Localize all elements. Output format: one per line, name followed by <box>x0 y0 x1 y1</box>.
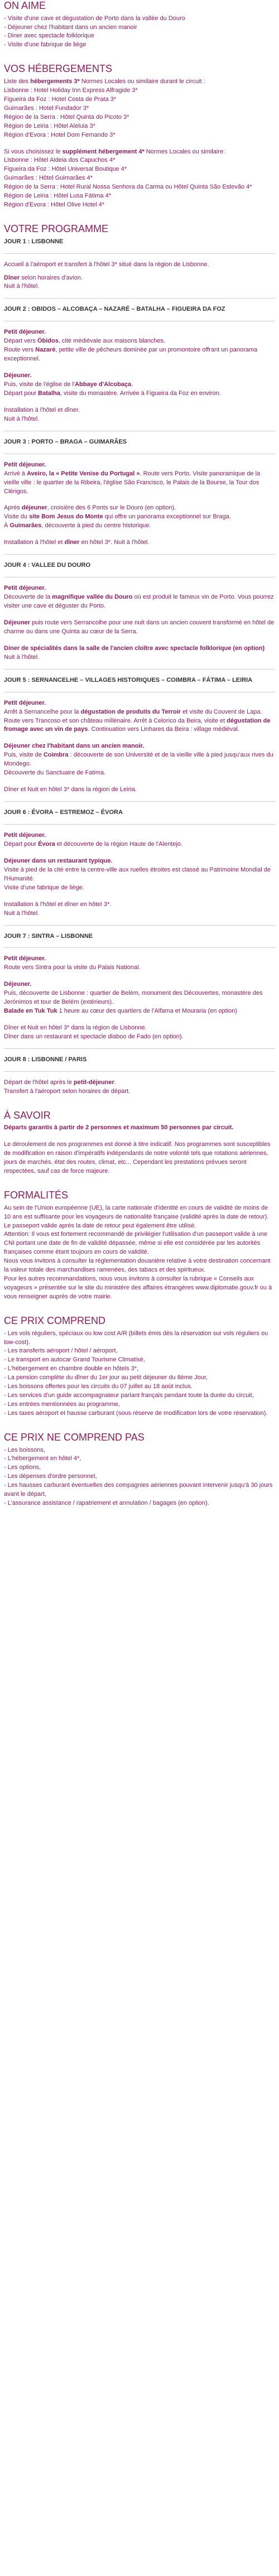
list-item: - La pension complète du dîner du 1er jour au petit déjeuner du 8ème Jour, <box>4 1374 208 1381</box>
day-4-evening <box>4 644 275 662</box>
ne-comprend-section <box>4 1432 275 1508</box>
text-bold: dégustation de fromage avec un vin de pays <box>4 717 271 733</box>
text: Normes Locales ou similaire durant le circuit : <box>79 78 205 85</box>
text: et découverte de la région Haute de l'Alentejo. <box>55 840 183 848</box>
day-4 <box>4 561 275 670</box>
list-item: Figueira da Foz : Hôtel Universal Boutique 4* <box>4 166 127 173</box>
day-4-title: JOUR 4 : VALLEE DU DOURO <box>4 562 91 569</box>
comprend-title: CE PRIX COMPREND <box>4 1315 106 1326</box>
text-bold: Déjeuner <box>4 619 31 626</box>
ne-comprend-title: CE PRIX NE COMPREND PAS <box>4 1431 145 1443</box>
day-3 <box>4 438 275 555</box>
day-3-morning <box>4 461 275 497</box>
divider <box>4 253 275 254</box>
text: Visite d'une fabrique de liège. <box>4 884 84 891</box>
text: Découverte du Sanctuaire de Fatima. <box>4 769 106 777</box>
day-8 <box>4 1056 275 1096</box>
text: selon horaires d'avion. <box>20 274 83 281</box>
text-bold: Guimarães <box>9 522 42 529</box>
text-bold: Petit déjeuner. <box>4 329 46 336</box>
list-item: Guimarães : Hôtel Guimarães 4* <box>4 175 93 182</box>
text: en hôtel 3*. Nuit à l'hôtel. <box>79 539 150 546</box>
text: Installation à l'hôtel et <box>4 539 65 546</box>
on-aime-title: ON AIME <box>4 0 46 11</box>
list-item: - L'hébergement en chambre double en hôtels 3*, <box>4 1365 139 1373</box>
list-item: - Les entrées mentionnées au programme, <box>4 1401 120 1408</box>
list-item: Lisbonne : Hotel Holiday Inn Express Alfragide 3* <box>4 86 138 94</box>
text-bold: Nazaré <box>35 346 56 354</box>
list-item: Guimarães : Hotel Fundador 3* <box>4 104 89 112</box>
day-6-lunch <box>4 857 275 893</box>
text-bold: déjeuner <box>21 504 47 512</box>
divider <box>4 925 275 926</box>
text: Après <box>4 504 22 512</box>
day-3-title: JOUR 3 : PORTO – BRAGA – GUIMARÃES <box>4 438 127 445</box>
text-bold: Départs garantis à partir de 2 personnes et maximum 50 personnes par circuit. <box>4 1124 234 1131</box>
divider <box>4 554 275 555</box>
text: et visite du Couvent de Lapa. Route vers Trancoso et son château millénaire. Arrêt à Celorico da Beira, visite et <box>4 708 262 724</box>
list-item: Figueira da Foz : Hotel Costa de Prata 3* <box>4 95 117 103</box>
list-item: - Le transport en autocar Grand Tourisme Climatisé, <box>4 1356 145 1364</box>
divider <box>4 801 275 802</box>
text: Visite à pied de la cité entre la centre-ville aux ruelles étroites est classé au Patrimoine Mondial de l'Humanité. <box>4 866 271 882</box>
day-8-title: JOUR 8 : LISBONNE / PARIS <box>4 1056 87 1063</box>
day-6 <box>4 808 275 925</box>
day-2-evening <box>4 406 275 424</box>
list-item: Lisbonne : Hôtel Aldeia dos Capuchos 4* <box>4 157 116 164</box>
day-6-evening <box>4 901 275 918</box>
list-item: - Les taxes aéroport et hausse carburant (sous réserve de modification lors de votre réservation). <box>4 1410 268 1417</box>
text: Installation à l'hôtel et dîner en hôtel 3*. <box>4 901 112 908</box>
text: , visite du monastère. Arrivée à Figueira da Foz en environ. <box>60 389 221 397</box>
hebergements-intro <box>4 78 275 86</box>
text: Départ vers <box>4 338 37 345</box>
day-7-lunch <box>4 980 275 1016</box>
text: où est produit le fameux vin de Porto. Vous pourrez visiter une cave et déguster du Porto. <box>4 594 274 610</box>
list-item: Région d'Evora : Hotel Dom Fernando 3* <box>4 131 116 138</box>
savoir-title: À SAVOIR <box>4 1109 51 1121</box>
text: Nuit à l'hôtel. <box>4 653 40 661</box>
savoir-section <box>4 1110 275 1176</box>
text: Installation à l'hôtel et dîner. <box>4 406 80 413</box>
text-bold: Petit déjeuner. <box>4 461 46 468</box>
divider <box>4 1048 275 1049</box>
text: . Continuation vers Linhares da Beira : village médiéval. <box>88 726 239 733</box>
text: Découverte de la <box>4 594 52 601</box>
list-item: - Visite d'une fabrique de liège <box>4 41 86 49</box>
text-bold: supplément hébergement 4* <box>62 148 145 155</box>
text: Arrivé à <box>4 470 27 477</box>
programme-section <box>4 223 275 1096</box>
list-item: - Les options, <box>4 1464 41 1471</box>
day-7-morning <box>4 955 275 972</box>
text-bold: Batalha <box>38 389 60 397</box>
text-bold: Coimbra <box>43 752 69 759</box>
text: . <box>131 381 133 388</box>
text-bold: Óbidos <box>37 338 59 345</box>
text-bold: dîner <box>64 539 80 546</box>
text: qui offre un panorama exceptionnel sur Braga. <box>103 513 231 521</box>
text: 1 heure au cœur des quartiers de l'Alfama et Mouraria (en option) <box>57 1008 238 1015</box>
text-bold: Petit déjeuner. <box>4 585 46 592</box>
programme-title: VOTRE PROGRAMME <box>4 223 109 235</box>
text-bold: Petit déjeuner. <box>4 699 46 706</box>
day-3-evening <box>4 538 275 547</box>
hebergements-supp <box>4 148 275 157</box>
list-item: - L'assurance assistance / rapatriement et annulation / bagages (en option). <box>4 1500 209 1507</box>
text-bold: Déjeuner. <box>4 981 32 988</box>
text: Nuit à l'hôtel. <box>4 909 40 917</box>
text: Départ pour <box>4 840 39 848</box>
text-bold: Déjeuner chez l'habitant dans un ancien manoir. <box>4 743 145 750</box>
day-6-morning <box>4 831 275 849</box>
text-bold: Abbaye d'Alcobaça <box>75 381 132 388</box>
list-item: - Diner avec spectacle folklorique <box>4 32 95 40</box>
text: Attention: Il vous est fortement recommandé de privilégier l'utilisation d'un passeport valide à une CNI portant une date de fin de validité dépassée, même si elle est considérée par les autorités françaises comme étant toujours en cours de validité. <box>4 1231 267 1256</box>
day-5 <box>4 676 275 802</box>
divider <box>4 669 275 670</box>
list-item: - Les boissons offertes pour les circuits du 07 juillet au 18 août inclus. <box>4 1383 193 1390</box>
day-4-lunch <box>4 619 275 637</box>
text: Si vous choisissez le <box>4 148 62 155</box>
day-5-morning <box>4 699 275 735</box>
day-7-title: JOUR 7 : SINTRA – LISBONNE <box>4 932 93 940</box>
text: Pour les autres recommandations, nous vous invitons à consulter la rubrique « Conseils aux voyageurs » présentée sur le site du ministère des affaires étrangères www.diplomatie.gouv.fr ou à vous renseigner auprès de votre mairie. <box>4 1275 272 1301</box>
list-item: - Déjeuner chez l'habitant dans un ancien manoir <box>4 23 137 31</box>
day-1-dinner <box>4 274 275 292</box>
day-5-title: JOUR 5 : SERNANCELHE – VILLAGES HISTORIQUES – COIMBRA – FÁTIMA – LEIRIA <box>4 676 253 683</box>
text: . Route vers Porto. Visite panoramique de la vieille ville : le quartier de la Ribeira, l'église São Francisco, le Palais de la Bourse, la Tour dos Clérigos. <box>4 470 261 495</box>
comprend-section <box>4 1315 275 1418</box>
day-8-content <box>4 1078 275 1096</box>
text: Puis, découverte de Lisbonne : quartier de Belém, monument des Découvertes, monastère des Jerónimos et tour de Belém (extérieurs). <box>4 990 263 1006</box>
text: Accueil à l'aéroport et transfert à l'hôtel 3* situé dans la région de Lisbonne. <box>4 261 209 268</box>
text-bold: magnifique vallée du Douro <box>52 594 133 601</box>
day-2 <box>4 305 275 431</box>
text: Route vers Sintra pour la visite du Palais National. <box>4 964 141 971</box>
list-item: Région de Leiria : Hôtel Aleluia 3* <box>4 122 95 129</box>
text: , cité médiévale aux maisons blanches. <box>58 338 166 345</box>
text: Au sein de l'Union européenne (UE), la carte nationale d'identité en cours de validité de moins de 10 ans est suffisante pour les voyageurs de nationalité française (validité après la date de retour). Le passeport valide après la date de retour peut également être utilisé. <box>4 1204 269 1229</box>
hebergements-content <box>4 78 275 210</box>
text-bold: Déjeuner. <box>4 372 32 379</box>
text: Puis, visite de l'église de l' <box>4 381 75 388</box>
list-item: - L'hébergement en hôtel 4*, <box>4 1455 81 1462</box>
text: Route vers <box>4 346 36 354</box>
text: , découverte à pied du centre historique. <box>41 522 151 529</box>
text: . <box>114 1078 116 1086</box>
text: puis route vers Serrancolhe pour une nuit dans un ancien couvent transformé en hôtel de charme ou dans une Quinta au cœur de la Serra. <box>4 619 275 635</box>
text: Dîner et Nuit en hôtel 3* dans la région de Lisbonne. <box>4 1024 147 1032</box>
text: Puis, visite de <box>4 752 44 759</box>
day-2-morning <box>4 328 275 364</box>
text-bold: Balade en Tuk Tuk <box>4 1008 57 1015</box>
text: Nuit à l'hôtel. <box>4 415 40 422</box>
comprend-list <box>4 1330 275 1418</box>
list-item: Région de la Serra : Hotel Rural Nossa Senhora da Carma ou Hôtel Quinta São Estevão 4* <box>4 184 252 191</box>
hebergements-section <box>4 63 275 210</box>
text: Départ pour <box>4 389 39 397</box>
text: , petite ville de pêcheurs dominée par un promontoire offrant un panorama exceptionnel. <box>4 346 258 363</box>
day-2-title: JOUR 2 : OBIDOS – ALCOBAÇA – NAZARÉ – BATALHA – FIGUEIRA DA FOZ <box>4 306 225 313</box>
list-item: Région de la Serra : Hôtel Quinta do Picoto 3* <box>4 113 129 121</box>
formalites-title: FORMALITÉS <box>4 1190 69 1201</box>
day-6-title: JOUR 6 : ÉVORA – ESTREMOZ – ÉVORA <box>4 809 123 816</box>
on-aime-list <box>4 15 275 50</box>
divider <box>4 947 275 948</box>
text-bold: dégustation de produits du Terroir <box>80 708 181 715</box>
text: Normes Locales ou similaire: <box>144 148 225 155</box>
hebergements-title: VOS HÉBERGEMENTS <box>4 63 113 75</box>
text: Nous vous invitons à consulter la réglementation douanière relative à votre destination concernant la valeur totale des marchandises ramenées, des tabacs et des spiritueux. <box>4 1258 271 1274</box>
text: Visite du <box>4 513 30 521</box>
hebergements-list-4 <box>4 156 275 210</box>
divider <box>4 824 275 825</box>
savoir-text: Le déroulement de nos programmes est donné à titre indicatif. Nos programmes sont susceptibles de modification en raison d'impératifs indépendants de notre volonté tels que rotations aériennes, jours de marchés, état des routes, climat, etc... Cependant les prestations prévues seront respectées, sauf cas de force majeure. <box>4 1141 271 1175</box>
text: : découverte de son Université et de la vieille ville à pied jusqu'aux rives du Mondego. <box>4 752 273 768</box>
day-7-evening <box>4 1024 275 1042</box>
day-5-evening <box>4 786 275 795</box>
day-1 <box>4 238 275 299</box>
ne-comprend-list <box>4 1446 275 1509</box>
list-item: Région d'Evora : Hôtel Olive Hotel 4* <box>4 201 105 209</box>
text: À <box>4 522 10 529</box>
text-bold: Diner de spécialités dans la salle de l'ancien cloître avec spectacle folklorique (en option) <box>4 644 265 652</box>
day-5-lunch <box>4 742 275 778</box>
text-bold: Petit déjeuner. <box>4 832 46 839</box>
text-bold: Petit déjeuner. <box>4 955 46 962</box>
day-1-title: JOUR 1 : LISBONNE <box>4 238 64 245</box>
list-item: - Visite d'une cave et dégustation de Porto dans la vallée du Douro <box>4 15 185 22</box>
text: , croisière des 6 Ponts sur le Douro (en option). <box>47 504 176 512</box>
divider <box>4 1071 275 1072</box>
text: Dîner dans un restaurant et spectacle diaboo de Fado (en option). <box>4 1033 184 1041</box>
day-4-morning <box>4 584 275 611</box>
text-bold: Aveiro, la « Petite Venise du Portugal » <box>26 470 140 477</box>
hebergements-list-3 <box>4 86 275 140</box>
text-bold: petit-déjeuner <box>74 1078 114 1086</box>
day-7 <box>4 932 275 1049</box>
list-item: - Les boissons, <box>4 1446 45 1453</box>
text-bold: Déjeuner dans un restaurant typique. <box>4 857 113 864</box>
formalites-content <box>4 1204 275 1302</box>
text-bold: Dîner <box>4 274 20 281</box>
formalites-section <box>4 1190 275 1302</box>
text-bold: hébergements 3* <box>30 78 80 85</box>
list-item: - Les hausses carburant éventuelles des compagnies aériennes pouvant intervenir jusqu'à 30 jours avant le départ, <box>4 1482 273 1498</box>
list-item: Région de Leiria : Hôtel Lusa Fátima 4* <box>4 192 111 200</box>
text: Arrêt à Sernancelhe pour la <box>4 708 81 715</box>
list-item: - Les transferts aéroport / hôtel / aéroport, <box>4 1347 118 1355</box>
on-aime-section <box>4 0 275 50</box>
text: Départ de l'hôtel après le <box>4 1078 74 1086</box>
list-item: - Les vols réguliers, spéciaux ou low cost A/R (billets émis dès la réservation sur vols réguliers ou low-cost). <box>4 1330 268 1346</box>
text: Nuit à l'hôtel. <box>4 283 40 290</box>
list-item: - Les services d'un guide accompagnateur parlant français pendant toute la durée du circuit, <box>4 1392 254 1399</box>
text: Transfert à l'aéroport selon horaires de départ. <box>4 1087 131 1095</box>
savoir-bold <box>4 1124 275 1133</box>
day-3-afternoon <box>4 504 275 531</box>
day-2-lunch <box>4 372 275 398</box>
text: Dîner et Nuit en hôtel 3* dans la région de Leiria. <box>4 786 137 793</box>
text-bold: site Bom Jesus do Monte <box>29 513 103 521</box>
text: Liste des <box>4 78 31 85</box>
list-item: - Les dépenses d'ordre personnel, <box>4 1473 97 1480</box>
text-bold: Évora <box>38 840 55 848</box>
